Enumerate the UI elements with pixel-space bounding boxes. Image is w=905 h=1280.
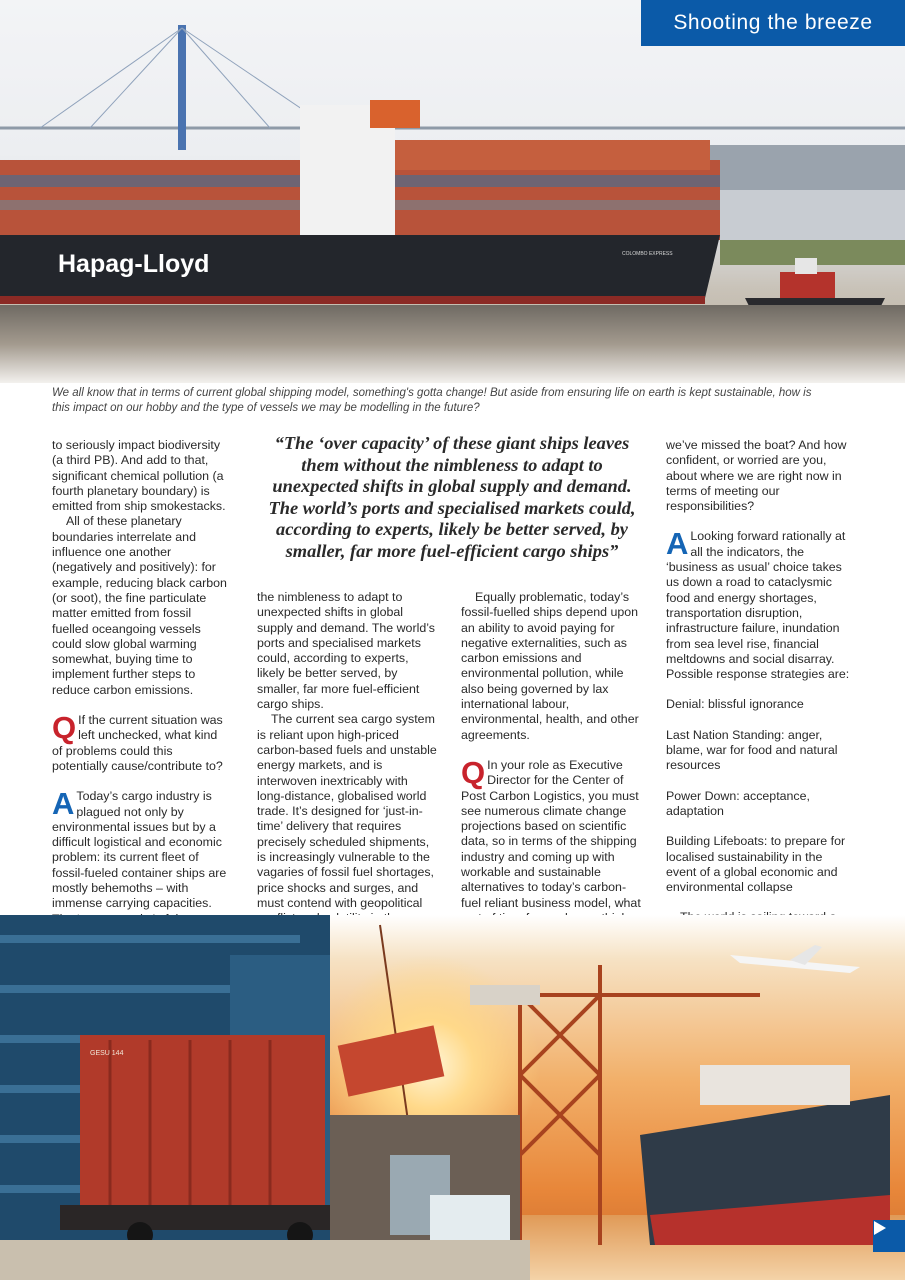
text-column-3: [461, 590, 643, 957]
question-text: In your role as Executive Director for the Center of Post Carbon Logistics, you must see numerous climate change projections based on scientific data, so in terms of the shipping industry and coming up with workable and sustainable alternatives to today’s carbon-fuel reliant business model, what: [461, 757, 641, 910]
container-code-text: GESU 144: [90, 1050, 124, 1057]
strategy-item: Last Nation Standing: anger, blame, war for food and natural resources: [666, 727, 838, 773]
paragraph: we’ve missed the boat? And how confident, or worried are you, about where we are right now in terms of meeting our responsibilities?: [666, 438, 847, 514]
strategy-item: Power Down: acceptance, adaptation: [666, 788, 810, 818]
text-column-2: [257, 590, 437, 957]
container-ship-illustration: [0, 0, 905, 383]
ship-name-text: COLOMBO EXPRESS: [622, 251, 673, 257]
question-drop-cap: Q: [461, 754, 486, 790]
top-photo-container-ship: [0, 0, 905, 383]
question-paragraph: [52, 710, 230, 774]
answer-paragraph: [666, 526, 852, 667]
paragraph: to seriously impact biodiversity (a third PB). And add to that, significant chemical pollution (a fourth planetary boundary) is emitted from ship smokestacks.: [52, 438, 226, 514]
section-title-tab: Shooting the breeze: [641, 0, 905, 46]
strategy-item: Building Lifeboats: to prepare for localised sustainability in the event of a global economic and environmental collapse: [666, 834, 846, 895]
question-drop-cap: Q: [52, 710, 77, 746]
port-illustration: [0, 915, 905, 1280]
next-page-button[interactable]: [873, 1220, 905, 1252]
paragraph: Possible response strategies are:: [666, 667, 850, 682]
ship-brand-text: Hapag-Lloyd: [58, 250, 210, 278]
answer-drop-cap: A: [666, 526, 689, 562]
bottom-photo-port-scene: [0, 915, 905, 1280]
text-column-4: [666, 438, 852, 956]
strategy-item: Denial: blissful ignorance: [666, 697, 804, 712]
text-column-1: [52, 438, 230, 942]
paragraph: Equally problematic, today’s fossil-fuelled ships depend upon an ability to avoid paying for negative externalities, such as carbon emissions and environmental pollution, while also being governed by lax international labour, environmental, health, and other agreements.: [461, 590, 639, 742]
photo-caption: We all know that in terms of current global shipping model, something's gotta change! But aside from ensuring life on earth is kept sustainable, how is this impact on our hobby and the type of vessels we may be modelling in the future?: [52, 387, 812, 414]
pull-quote: “The ‘over capacity’ of these giant ships leaves them without the nimbleness to adapt to unexpected shifts in global supply and demand. The world’s ports and specialised markets could, according to experts, likely be better served, by smaller, far more fuel-efficient cargo ships”: [268, 433, 636, 561]
answer-text: Looking forward rationally at all the indicators, the ‘business as usual’ choice takes us down a road to cataclysmic food and energy shortages, transportation disruption, infrastructure failure, inundation from sea level rise, financial meltdowns and social disarray.: [666, 529, 846, 666]
question-text: If the current situation was left unchecked, what kind of problems could this potentially cause/contribute to?: [52, 713, 223, 773]
answer-drop-cap: A: [52, 786, 75, 822]
paragraph: All of these planetary boundaries interrelate and influence one another (negatively and positively): for example, reducing black carbon (or soot), the fine particulate matter emitted from fossil fuelled oceangoing vessels could slow global warming somewhat, buying time to implement further steps to reduce carbon emissions.: [52, 514, 227, 697]
play-arrow-icon: [873, 1220, 887, 1236]
answer-text: Today’s cargo industry is plagued not only by environmental issues but by a difficult logistical and economic problem: its current fleet of fossil-fueled container ships are mostly behemoths – with immense carrying capacities.: [52, 789, 227, 911]
paragraph: the nimbleness to adapt to unexpected shifts in global supply and demand. The world’s ports and specialised markets could, according to experts, likely be better served, by smaller, far more fuel-efficient cargo ships.: [257, 590, 435, 712]
paragraph: The current sea cargo system is reliant upon high-priced carbon-based fuels and unstable energy markets, and is interwoven inextricably with long-distance, globalised world trade. It’s designed for ‘just-in-time’ delivery that requires precisely scheduled shipments, is increasingly vulnerable to the vagaries of fossil fuel shortages, price shocks and surges, and must contend with geopolitical: [257, 712, 437, 910]
